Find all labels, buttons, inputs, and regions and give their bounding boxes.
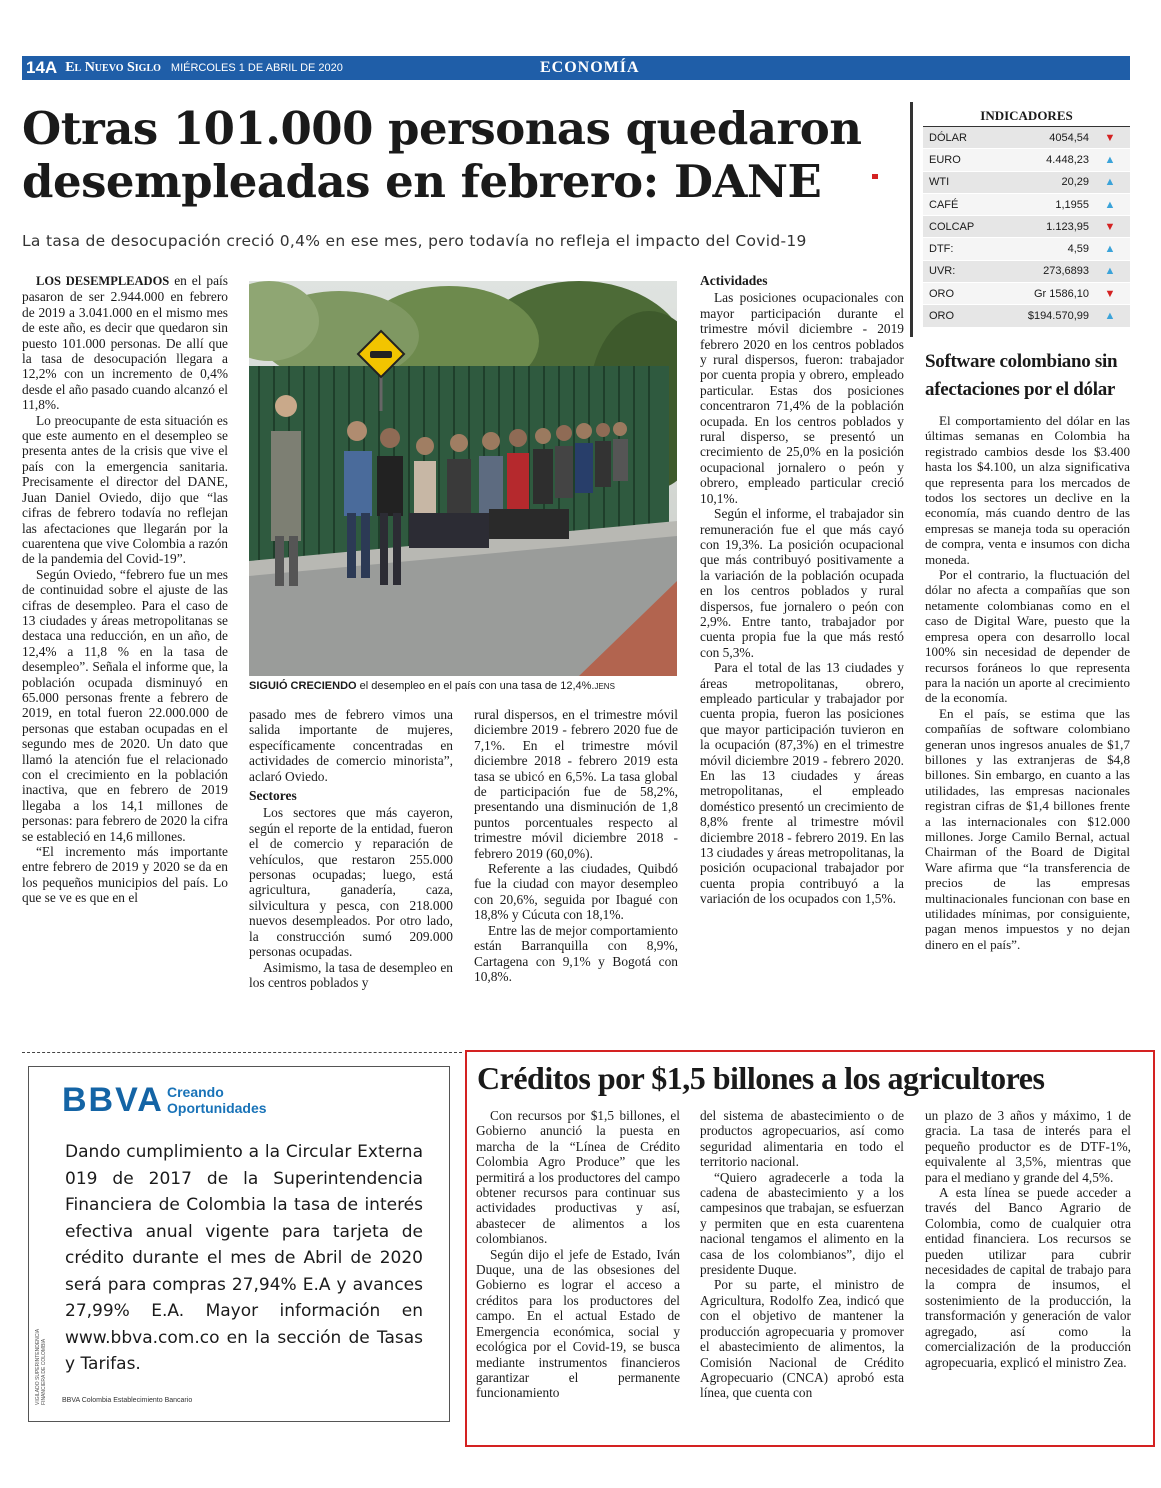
paragraph: Según el informe, el trabajador sin remuneración fue el que más cayó con 19,3%. La posición ocupacional que más contribuyó positivamente a la variación de la población ocupada en los centros poblados y rural dispersos, fue jornalero o peón con 2,9%. Entre tanto, trabajador por cuenta propia fue la que más restó con 5,3%. [700, 506, 904, 660]
trend-up-icon: ▲ [1104, 198, 1116, 211]
article-column-3 [474, 707, 678, 984]
paragraph: Por el contrario, la fluctuación del dólar no afecta a compañías que son netamente colombianas como en el caso de Digital Ware, puesto que la empresa opera con desarrollo local 100% sin necesidad de depender de recursos foráneos lo que representa para la nación un aporte al crecimiento de la economía. [925, 567, 1130, 706]
issue-date: MIÉRCOLES 1 DE ABRIL DE 2020 [170, 62, 343, 74]
indicators-rows [923, 127, 1130, 328]
page-number: 14A [26, 58, 58, 77]
paragraph: Las posiciones ocupacionales con mayor participación durante el trimestre móvil diciembre - 2019 febrero 2020 en los centros poblados y rural dispersos, fueron: trabajador por cuenta propia y obrero, empleado particular. Estas dos posiciones concentraron 71,4% de la población ocupada. En los centros poblados y rural disperso, se presentó un crecimiento de 25,0% en la posición ocupacional jornalero o peón y obrero, empleado particular creció 10,1%. [700, 290, 904, 506]
article-photo [249, 281, 677, 676]
creditos-column-2 [700, 1108, 904, 1401]
indicator-row: DÓLAR 4054,54 ▼ [923, 127, 1130, 149]
photo-caption: SIGUIÓ CRECIENDO el desempleo en el país con una tasa de 12,4%.JENS [249, 680, 615, 692]
indicator-row: CAFÉ 1,1955 ▲ [923, 194, 1130, 216]
paragraph: Lo preocupante de esta situación es que este aumento en el desempleo se presenta antes de la crisis que vive el país con la emergencia sanitaria. Precisamente el director del DANE, Juan Daniel Oviedo, dijo que “las cifras de febrero todavía no reflejan las afectaciones que llegarán por la cuarentena que vive Colombia a razón de la pandemia del Covid-19”. [22, 412, 228, 567]
indicators-table [923, 108, 1130, 328]
paragraph: del sistema de abastecimiento o de productos agropecuarios, así como seguridad alimentaria en todo el territorio nacional. [700, 1108, 904, 1170]
vigilado-label: VIGILADO SUPERINTENDENCIA FINANCIERA DE COLOMBIA [35, 1329, 47, 1405]
paragraph: El comportamiento del dólar en las últimas semanas en Colombia ha registrado cambios desde los $3.400 hasta los $4.100, un alza significativa que representa para los mercados de todos los sectores un declive en la economía, más cuando dentro de las empresas se maneja toda su operación de compra, venta e insumos con dicha moneda. [925, 413, 1130, 567]
ad-text: Dando cumplimiento a la Circular Externa 019 de 2017 de la Superintendencia Financiera de Colombia la tasa de interés efectiva anual vigente para tarjeta de crédito durante el mes de Abril de 2020 será para compras 27,94% E.A y avances 27,99% E.A. Mayor información en www.bbva.com.co en la sección de Tasas y Tarifas. [65, 1142, 423, 1374]
paragraph: Entre las de mejor comportamiento están Barranquilla con 8,9%, Cartagena con 9,1% y Bogotá con 10,8%. [474, 922, 678, 984]
red-marker [872, 174, 878, 179]
article-subhead: La tasa de desocupación creció 0,4% en ese mes, pero todavía no refleja el impacto del Covid-19 [22, 232, 807, 250]
paragraph: pasado mes de febrero vimos una salida importante de mujeres, específicamente concentradas en actividades de comercio minorista”, aclaró Oviedo. [249, 707, 453, 784]
trend-up-icon: ▲ [1104, 265, 1116, 278]
page-header [22, 56, 1130, 80]
ad-tagline: Creando Oportunidades [167, 1084, 267, 1116]
paragraph: Referente a las ciudades, Quibdó fue la ciudad con mayor desempleo con 20,6%, seguida por Ibagué con 18,8% y Cúcuta con 18,1%. [474, 861, 678, 923]
article-column-2 [249, 707, 453, 990]
section-name: ECONOMÍA [540, 59, 640, 76]
paragraph: Según dijo el jefe de Estado, Iván Duque, una de las obsesiones del Gobierno es lograr el acceso a créditos para los productores del campo. En el actual Estado de Emergencia económica, social y ecológica por el Covid-19, se busca mediante instrumentos financieros garantizar el permanente funcionamiento [476, 1246, 680, 1401]
trend-down-icon: ▼ [1104, 287, 1116, 300]
paragraph: Según Oviedo, “febrero fue un mes de continuidad sobre el ajuste de las cifras de desempleo. Para el caso de 13 ciudades y áreas metropolitanas se destaca una reducción, en un año, de 12,4% a 11,8 % en la tasa de desempleo”. Señala el informe que, la población ocupada disminuyó en 65.000 personas frente a febrero de 2019, en total fueron 22.000.000 de personas que estaban ocupadas en el segundo mes de 2020. Un dato que llamó la atención fue el relacionado con el crecimiento en la población inactiva, que en febrero de 2019 llegaba a los 14,1 millones de personas: para febrero de 2020 la cifra se estableció en 14,6 millones. [22, 566, 228, 844]
section-divider [22, 1052, 462, 1053]
trend-down-icon: ▼ [1104, 131, 1116, 144]
paragraph: A esta línea se puede acceder a través del Banco Agrario de Colombia, como de cualquier otra entidad financiera. Los recursos se pueden utilizar para cubrir necesidades de capital de trabajo para la compra de insumos, el sostenimiento de la producción, la transformación y generación de valor agregado, así como la comercialización de la producción agropecuaria, explicó el ministro Zea. [925, 1185, 1131, 1370]
indicator-row: DTF: 4,59 ▲ [923, 238, 1130, 260]
ad-footer: BBVA Colombia Establecimiento Bancario [62, 1397, 193, 1404]
indicator-row: ORO Gr 1586,10 ▼ [923, 283, 1130, 305]
indicator-row: COLCAP 1.123,95 ▼ [923, 216, 1130, 238]
sidebar-headline: Software colombiano sin afectaciones por el dólar [925, 351, 1118, 400]
indicator-row: EURO 4.448,23 ▲ [923, 149, 1130, 171]
trend-up-icon: ▲ [1104, 310, 1116, 323]
paragraph: Con recursos por $1,5 billones, el Gobierno anunció la puesta en marcha de la “Línea de Crédito Colombia Agro Produce” que les permitirá a los productores del campo obtener recursos para continuar sus actividades productivas y así, abastecer de alimentos a los colombianos. [476, 1108, 680, 1247]
article-column-1: LOS DESEMPLEADOS en el país pasaron de ser 2.944.000 en febrero de 2019 a 3.041.000 en el mismo mes de este año, es decir que quedaron sin puesto 101.000 personas. De allí que la tasa de desocupación llegara a 12,2% con un incremento de 0,4% desde el año pasado cuando alcanzó el 11,8%. Lo preocupante de esta situación es que este aumento en el desempleo se presenta antes de la crisis que vive el país con la emergencia sanitaria. Precisamente el director del DANE, Juan Daniel Oviedo, dijo que “las cifras de febrero todavía no reflejan las afectaciones que llegarán por la cuarentena que vive Colombia a razón de la pandemia del Covid-19”. Según Oviedo, “febrero fue un mes de continuidad sobre el ajuste de las cifras de desempleo. Para el caso de 13 ciudades y áreas metropolitanas se destaca una reducción, en un año, de 12,4% a 11,8 % en la tasa de desempleo”. Señala el informe que, la población ocupada disminuyó en 65.000 personas frente a febrero de 2019, en total fueron 22.000.000 de personas que estaban ocupadas en el segundo mes de 2020. Un dato que llamó la atención fue el relacionado con el crecimiento en la población inactiva, que en febrero de 2019 llegaba a los 14,1 millones de personas: para febrero de 2020 la cifra se estableció en 14,6 millones. “El incremento más importante entre febrero de 2019 y 2020 se da en los pequeños municipios del país. Lo que se ve es que en el [22, 273, 228, 906]
newspaper-name: El Nuevo Siglo [65, 60, 161, 75]
paragraph: Asimismo, la tasa de desempleo en los centros poblados y [249, 959, 453, 990]
section-heading: Sectores [249, 788, 297, 804]
trend-down-icon: ▼ [1104, 220, 1116, 233]
paragraph: En el país, se estima que las compañías de software colombiano generan unos ingresos anuales de $1,7 billones y las extranjeras de $4,8 billones. Sin embargo, en cuanto a las utilidades, las empresas nacionales registran cifras de $1,4 billones frente a las internacionales con $12.000 millones. Jorge Camilo Bernal, actual Chairman of the Board de Digital Ware afirma que “la transferencia de precios de las empresas multinacionales funcionan con base en utilidades mínimas, por consiguiente, pagan menos impuestos y no dejan dinero en el país”. [925, 705, 1130, 952]
creditos-column-1 [476, 1108, 680, 1401]
indicator-row: WTI 20,29 ▲ [923, 172, 1130, 194]
paragraph: un plazo de 3 años y máximo, 1 de gracia. La tasa de interés para el pequeño productor es de DTF-1%, equivalente al 3,5%, mientras que para el mediano y grande del 4,5%. [925, 1108, 1131, 1185]
trend-up-icon: ▲ [1104, 243, 1116, 256]
sidebar-article [925, 413, 1130, 952]
paragraph: “El incremento más importante entre febrero de 2019 y 2020 se da en los pequeños municipios del país. Lo que se ve es que en el [22, 844, 228, 906]
paragraph: Por su parte, el ministro de Agricultura, Rodolfo Zea, indicó que con el objetivo de mantener la producción agropecuaria y promover el abastecimiento de alimentos, la Comisión Nacional de Crédito Agropecuario (CNCA) aprobó esta línea, que cuenta con [700, 1277, 904, 1401]
indicators-title: INDICADORES [923, 108, 1130, 127]
article-lead: LOS DESEMPLEADOS [36, 274, 170, 288]
trend-up-icon: ▲ [1104, 153, 1116, 166]
paragraph: Para el total de las 13 ciudades y áreas metropolitanas, obrero, empleado particular y trabajador por cuenta propia, fueron las posiciones que mayor participación tuvieron en la ocupación (87,3%) en el trimestre móvil diciembre 2019 - febrero 2020. En las 13 ciudades y áreas metropolitanas, el empleado doméstico presentó un crecimiento de 8,8% frente al trimestre móvil diciembre 2018 - febrero 2019. En las 13 ciudades y áreas metropolitanas, la posición ocupacional trabajador por cuenta propia contribuyó a la variación de los ocupados con 1,5%. [700, 660, 904, 907]
vertical-divider [910, 102, 913, 337]
indicator-row: UVR: 273,6893 ▲ [923, 261, 1130, 283]
bbva-advertisement [28, 1066, 450, 1422]
article-headline: Otras 101.000 personas quedaron desempleadas en febrero: DANE [22, 102, 862, 208]
paragraph: rural dispersos, en el trimestre móvil diciembre 2019 - febrero 2020 fue de 7,1%. En el trimestre móvil diciembre 2018 - febrero 2019 esta tasa se ubicó en 6,5%. La tasa global de participación fue de 58,2%, presentando una disminución de 1,8 puntos porcentuales respecto al trimestre móvil diciembre 2018 - febrero 2019 (60,0%). [474, 707, 678, 861]
indicator-row: ORO $194.570,99 ▲ [923, 305, 1130, 327]
paragraph: “Quiero agradecerle a toda la cadena de abastecimiento y a los campesinos que trabajan, se esfuerzan y permiten que en esta cuarentena nacional tengamos el alimento en la casa de los colombianos”, dijo el presidente Duque. [700, 1169, 904, 1278]
bbva-logo: BBVA [62, 1081, 164, 1119]
paragraph: Los sectores que más cayeron, según el reporte de la entidad, fueron el de comercio y reparación de vehículos, que restaron 255.000 personas ocupadas; luego, está agricultura, ganadería, caza, silvicultura y pesca, con 218.000 nuevos desempleados. Por otro lado, la construcción sumó 209.000 personas ocupadas. [249, 805, 453, 960]
section-heading: Actividades [700, 273, 768, 288]
photo-credit: JENS [594, 682, 615, 691]
creditos-headline: Créditos por $1,5 billones a los agricultores [477, 1060, 1045, 1096]
creditos-column-3 [925, 1108, 1131, 1370]
trend-up-icon: ▲ [1104, 176, 1116, 189]
article-column-4 [700, 273, 904, 907]
